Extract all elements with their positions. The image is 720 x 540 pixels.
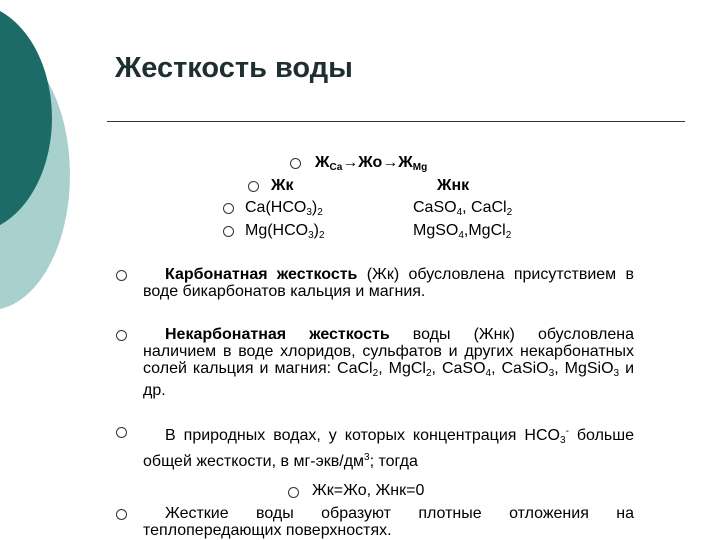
formula-line-2-left: Жк — [271, 177, 294, 194]
paragraph-noncarbonate-hardness: Некарбонатная жесткость воды (Жнк) обусловлена наличием в воде хлоридов, сульфатов и других некарбонатных солей кальция и магния: CaCl$_2$, MgCl$_2$, CaSO$_4$, CaSiO$_3$, MgSiO$_3$ и др. — [143, 326, 635, 399]
formula-zk-equals-zo: Жк=Жо, Жнк=0 — [312, 482, 425, 499]
formula-line-4-left: $Mg(HCO_3)_2$ — [245, 222, 325, 241]
paragraph-hard-water-deposits: Жесткие воды образуют плотные отложения на теплопередающих поверхностях. — [143, 505, 634, 539]
formula-line-1: $Ж_{Ca}\to Жо\to Ж_{Mg}$ — [315, 154, 428, 173]
bullet-icon — [223, 203, 234, 214]
formula-line-4-right: MgSO$_4$,MgCl$_2$ — [413, 222, 512, 241]
paragraph-carbonate-hardness: Карбонатная жесткость (Жк) обусловлена присутствием в воде бикарбонатов кальция и магния. — [143, 266, 635, 300]
bullet-icon — [116, 509, 127, 520]
bullet-icon — [288, 487, 299, 498]
title-divider — [107, 121, 685, 122]
formula-line-3-right: CaSO$_4$, CaCl$_2$ — [413, 199, 513, 218]
paragraph-natural-waters: В природных водах, у которых концентрация $HCO_3^-$ больше общей жесткости, в $мг-экв/дм^3$; тогда — [143, 426, 635, 470]
formula-line-2-right: Жнк — [437, 177, 470, 194]
bullet-icon — [290, 158, 301, 169]
bullet-icon — [116, 427, 127, 438]
bullet-icon — [223, 226, 234, 237]
formula-line-3-left: $Ca(HCO_3)_2$ — [245, 199, 323, 218]
bullet-icon — [248, 181, 259, 192]
bullet-icon — [116, 270, 127, 281]
slide-title: Жесткость воды — [115, 52, 353, 84]
bullet-icon — [116, 330, 127, 341]
